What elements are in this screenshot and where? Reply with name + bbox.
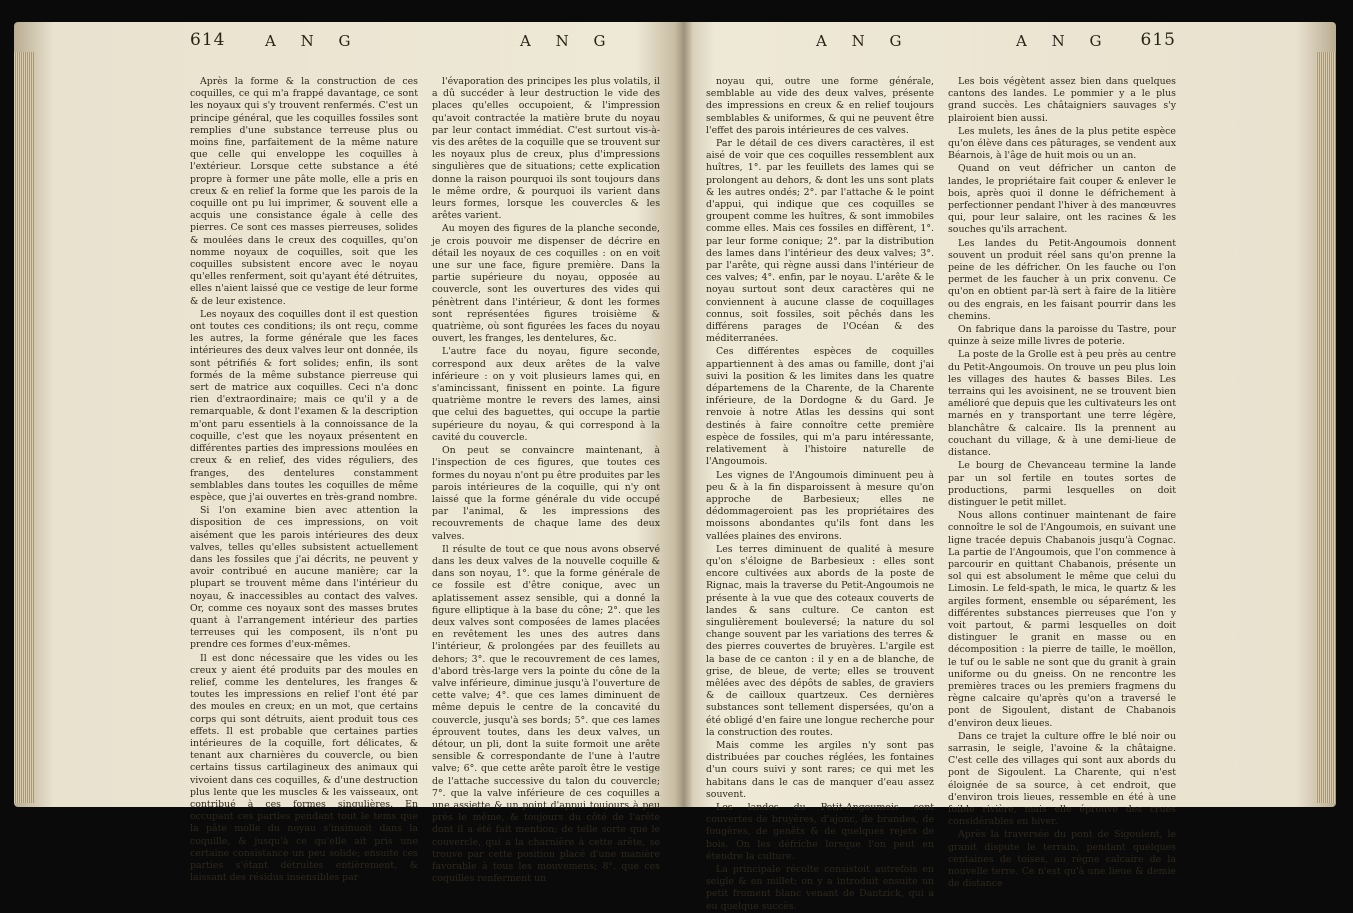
right-running-head-2: A N G: [1016, 32, 1112, 50]
paragraph: Les landes du Petit-Angoumois donnent souvent un produit réel sans qu'on prenne la peine de les défricher. On les fauche ou l'on permet de les faucher à un prix convenu. Ce qu'on en obtient par-là sert à faire de la litière ou des engrais, en les faisant pourrir dans les chemins.: [948, 237, 1176, 322]
paragraph: Ces différentes espèces de coquilles appartiennent à des amas ou famille, dont j'ai suivi la position & les limites dans les quatre départemens de la Charente, de la Charente inférieure, de la Dordogne & du Gard. Je renvoie à notre Atlas les dessins qui sont destinés à faire connoître cette première espèce de fossiles, qui m'a paru intéressante, relativement à l'histoire naturelle de l'Angoumois.: [706, 346, 934, 468]
left-running-head: A N G: [265, 32, 361, 50]
paragraph: Si l'on examine bien avec attention la disposition de ces impressions, on voit aisément que les parois intérieures des deux valves, telles qu'elles subsistent actuellement dans les fossiles que j'ai décrits, ne peuvent y avoir contribué en aucune manière; car la plupart se trouvent même dans l'intérieur du noyau, & inaccessibles au contact des valves. Or, comme ces noyaux sont des masses brutes quant à l'arrangement intérieur des parties terreuses qui les composent, ils n'ont pu prendre ces formes d'eux-mêmes.: [190, 505, 418, 651]
paragraph: Les terres diminuent de qualité à mesure qu'on s'éloigne de Barbesieux : elles sont encore cultivées aux abords de la poste de Rignac, mais la traverse du Petit-Angoumois ne présente à la vue que des coteaux couverts de landes & sans culture. Ce canton est singulièrement bouleversé; la nature du sol change souvent par les variations des terres & des pierres couvertes de bruyères. L'argile est la base de ce canton : il y en a de blanche, de grise, de bleue, de verte; elles se trouvent mêlées avec des dépôts de sables, de graviers & de cailloux quartzeux. Ces dernières substances sont tellement dispersées, qu'on a été obligé d'en faire une longue recherche pour la construction des routes.: [706, 543, 934, 738]
paragraph: Il résulte de tout ce que nous avons observé dans les deux valves de la nouvelle coquille & dans son noyau, 1°. que la forme générale de ce fossile est d'être conique, avec un aplatissement assez sensible, qui a donné la figure elliptique à la base du cône; 2°. que les deux valves sont composées de lames placées en revêtement les unes des autres dans l'intérieur, & prolongées par des feuillets au dehors; 3°. que le recouvrement de ces lames, d'abord très-large vers la pointe du cône de la valve inférieure, diminue jusqu'à l'ouverture de cette valve; 4°. que ces lames diminuent de même depuis le centre de la concavité du couvercle, jusqu'à ses bords; 5°. que ces lames éprouvent toutes, dans les deux valves, un détour, un pli, dont la suite formoit une arête sensible & correspondante de l'une à l'autre valve; 6°. que cette arête paroît être le vestige de l'attache successive du talon du couvercle; 7°. que la valve inférieure de ces coquilles a une assiette & un point d'appui toujours à peu près le même, & toujours du côté de l'arête dont il a été fait mention; de telle sorte que le couvercle, qui a la charnière à cette arête, se trouve par cette position placé d'une manière favorable à tous les mouvemens; 8°. que ces coquilles renferment un: [432, 543, 660, 885]
book-gutter: [675, 22, 693, 807]
left-running-head-2: A N G: [520, 32, 616, 50]
paragraph: l'évaporation des principes les plus volatils, il a dû succéder à leur destruction le vide des places qu'elles occupoient, & l'impression qu'avoit contractée la matière brute du noyau par leur contact immédiat. C'est surtout vis-à-vis des arêtes de la coquille que se trouvent sur les noyaux plus de creux, plus d'impressions singulières que de situations; cette explication donne la raison pourquoi ils sont toujours dans le même ordre, & pourquoi ils varient dans leurs formes, lorsque les couvercles & les arêtes varient.: [432, 76, 660, 222]
left-page-header: [190, 30, 660, 56]
paragraph: Mais comme les argiles n'y sont pas distribuées par couches réglées, les fontaines d'un cours suivi y sont rares; ce qui met les habitans dans le cas de manquer d'eau assez souvent.: [706, 739, 934, 800]
paragraph: La principale récolte consistoit autrefois en seigle & en millet; on y a introduit ensuite un petit froment blanc venant de Dantzick, qui a eu quelque succès.: [706, 864, 934, 912]
paragraph: Dans ce trajet la culture offre le blé noir ou sarrasin, le seigle, l'avoine & la châtaigne. C'est celle des villages qui sont aux abords du pont de Sigoulent. La Charente, qui n'est éloignée de sa source, à cet endroit, que d'environ trois lieues, ressemble en été à une foible rivière, mais elle éprouve des crues considérables en hiver.: [948, 730, 1176, 828]
right-running-head: A N G: [816, 32, 912, 50]
right-column-2: [948, 76, 1176, 890]
paragraph: Les mulets, les ânes de la plus petite espèce qu'on élève dans ces pâturages, se vendent aux Béarnois, à l'âge de huit mois ou un an.: [948, 125, 1176, 162]
paragraph: Les bois végètent assez bien dans quelques cantons des landes. Le pommier y a le plus grand succès. Les châtaigniers sauvages s'y plairoient bien aussi.: [948, 76, 1176, 124]
paragraph: Après la traversée du pont de Sigoulent, le granit dispute le terrain, pendant quelques centaines de toises, au règne calcaire de la nouvelle terre. Ce n'est qu'à une lieue & demie de distance: [948, 829, 1176, 890]
paragraph: Quand on veut défricher un canton de landes, le propriétaire fait couper & enlever le bois, après quoi il donne le défrichement à perfectionner pendant l'hiver à des manœuvres qui, pour leur salaire, ont les racines & les souches qu'ils arrachent.: [948, 163, 1176, 236]
paragraph: Les vignes de l'Angoumois diminuent peu à peu & à la fin disparoissent à mesure qu'on approche de Barbesieux; elles ne dédommageroient pas les propriétaires des moissons abondantes qu'ils font dans les vallées plaines des environs.: [706, 469, 934, 542]
paragraph: On peut se convaincre maintenant, à l'inspection de ces figures, que toutes ces formes du noyau n'ont pu être produites par les parois intérieures de la coquille, qui n'y ont laissé que la forme générale du vide occupé par l'animal, & les impressions des recouvrements de chaque lame des deux valves.: [432, 445, 660, 542]
left-page: [190, 30, 660, 885]
left-page-number: 614: [190, 30, 226, 50]
paragraph: Il est donc nécessaire que les vides ou les creux y aient été produits par des moules en relief, comme les dentelures, les franges & toutes les impressions en relief l'ont été par des moules en creux; en un mot, que certains corps qui sont détruits, aient produit tous ces effets. Il est probable que certaines parties intérieures de la coquille, fort délicates, & tenant aux charnières du couvercle, ou bien certains tissus cartilagineux des animaux qui vivoient dans ces coquilles, & d'une destruction plus lente que les muscles & les vaisseaux, ont contribué à ces formes singulières. En occupant ces parties pendant tout le tems que la pâte molle du noyau s'insinuoit dans la coquille, & jusqu'à ce qu'elle ait pris une certaine consistance un peu solide; ensuite ces parties s'étant détruites entièrement, & laissant des résidus insensibles par: [190, 652, 418, 884]
book-edge-right: [1316, 52, 1336, 803]
right-page: [706, 30, 1176, 912]
paragraph: Le bourg de Chevanceau termine la lande par un sol fertile en toutes sortes de productions, parmi lesquelles on doit distinguer le petit millet.: [948, 460, 1176, 508]
right-column-1: [706, 76, 934, 912]
paragraph: La poste de la Grolle est à peu près au centre du Petit-Angoumois. On trouve un peu plus loin les villages des hautes & basses Biles. Les terrains qui les avoisinent, ne se trouvent bien amélioré que depuis que les cultivateurs les ont marnés en y transportant une terre légère, blanchâtre & calcaire. Ils la prennent au couchant du village, & à une demi-lieue de distance.: [948, 349, 1176, 459]
paragraph: Les noyaux des coquilles dont il est question ont toutes ces conditions; ils ont reçu, comme les autres, la forme générale que les faces intérieures des deux valves leur ont donnée, ils sont pétrifiés & fort solides; enfin, ils sont formés de la même substance pierreuse qui sert de matrice aux coquilles. Ceci n'a donc rien d'extraordinaire; mais ce qu'il y a de remarquable, & dont l'examen & la description m'ont paru essentiels à la connoissance de la coquille, c'est que les noyaux présentent en différentes parties des impressions moulées en creux & en relief, des vides réguliers, des franges, des dentelures constamment semblables dans toutes les coquilles de même espèce, que j'ai ouvertes en très-grand nombre.: [190, 308, 418, 503]
right-page-header: [706, 30, 1176, 56]
paragraph: Au moyen des figures de la planche seconde, je crois pouvoir me dispenser de décrire en détail les noyaux de ces coquilles : on en voit une sur une face, figure première. Dans la partie supérieure du noyau, opposée au couvercle, sont les ouvertures des vides qui pénètrent dans l'intérieur, & dont les formes sont représentées figures troisième & quatrième, où sont figurées les faces du noyau ouvert, les franges, les dentelures, &c.: [432, 223, 660, 345]
paragraph: noyau qui, outre une forme générale, semblable au vide des deux valves, présente des impressions en creux & en relief toujours semblables & uniformes, & qui ne peuvent être l'effet des parois intérieures de ces valves.: [706, 76, 934, 136]
left-column-2: [432, 76, 660, 885]
paragraph: Les landes du Petit-Angoumois sont couvertes de bruyères, d'ajonc, de brandes, de fougères, de genêts & de quelques rejets de bois. On les défriche lorsque l'on peut en étendre la culture.: [706, 801, 934, 862]
right-page-number: 615: [1140, 30, 1176, 50]
paragraph: L'autre face du noyau, figure seconde, correspond aux deux arêtes de la valve inférieure : on y voit plusieurs lames qui, en s'amincissant, finissent en pointe. La figure quatrième montre le revers des lames, ainsi que celui des baguettes, qui occupe la partie supérieure du noyau, & qui correspond à la cavité du couvercle.: [432, 346, 660, 443]
paragraph: Par le détail de ces divers caractères, il est aisé de voir que ces coquilles ressemblent aux huîtres, 1°. par les feuillets des lames qui se prolongent au dehors, & dont les uns sont plats & les autres ondés; 2°. par l'attache & le point d'appui, qui indique que ces coquilles se groupent comme les huîtres, & sont immobiles comme elles. Mais ces fossiles en diffèrent, 1°. par leur forme conique; 2°. par la distribution des lames dans l'intérieur des deux valves; 3°. par l'arête, qui règne aussi dans l'intérieur de ces valves; 4°. enfin, par le noyau. L'arête & le noyau surtout sont deux caractères qui ne conviennent à aucune classe de coquillages connus, soit fossiles, soit pêchés dans les différens parages de l'Océan & des méditerranées.: [706, 138, 934, 345]
paragraph: Après la forme & la construction de ces coquilles, ce qui m'a frappé davantage, ce sont les noyaux qui s'y trouvent renfermés. C'est un principe général, que les coquilles fossiles sont remplies d'une substance terreuse plus ou moins fine, parfaitement de la même nature que celle qui enveloppe les coquilles à l'extérieur. Lorsque cette substance a été propre à former une pâte molle, elle a pris en creux & en relief la forme que les parois de la coquille ont pu lui imprimer, & souvent elle a acquis une consistance égale à celle des pierres. Ce sont ces masses pierreuses, solides & moulées dans le creux des coquilles, qu'on nomme noyaux de coquilles, soit que les coquilles subsistent encore avec le noyau qu'elles renferment, soit qu'ayant été détruites, elles n'aient laissé que ce vestige de leur forme & de leur existence.: [190, 76, 418, 307]
left-column-1: [190, 76, 418, 884]
book-edge-left: [14, 52, 34, 803]
paragraph: Nous allons continuer maintenant de faire connoître le sol de l'Angoumois, en suivant une ligne tracée depuis Chabanois jusqu'à Cognac. La partie de l'Angoumois, que l'on commence à parcourir en quittant Chabanois, présente un sol qui est absolument le même que celui du Limosin. Le feld-spath, le mica, le quartz & les argiles forment, ensemble ou séparément, les différentes substances pierreuses que l'on y voit partout, & parmi lesquelles on doit distinguer le granit en masse ou en décomposition : la pierre de taille, le moëllon, le tuf ou le sable ne sont que du granit à grain uniforme ou du gneiss. On ne rencontre les premières traces ou les premiers fragmens du règne calcaire qu'après qu'on a traversé le pont de Sigoulent, distant de Chabanois d'environ deux lieues.: [948, 510, 1176, 729]
paragraph: On fabrique dans la paroisse du Tastre, pour quinze à seize mille livres de poterie.: [948, 324, 1176, 348]
